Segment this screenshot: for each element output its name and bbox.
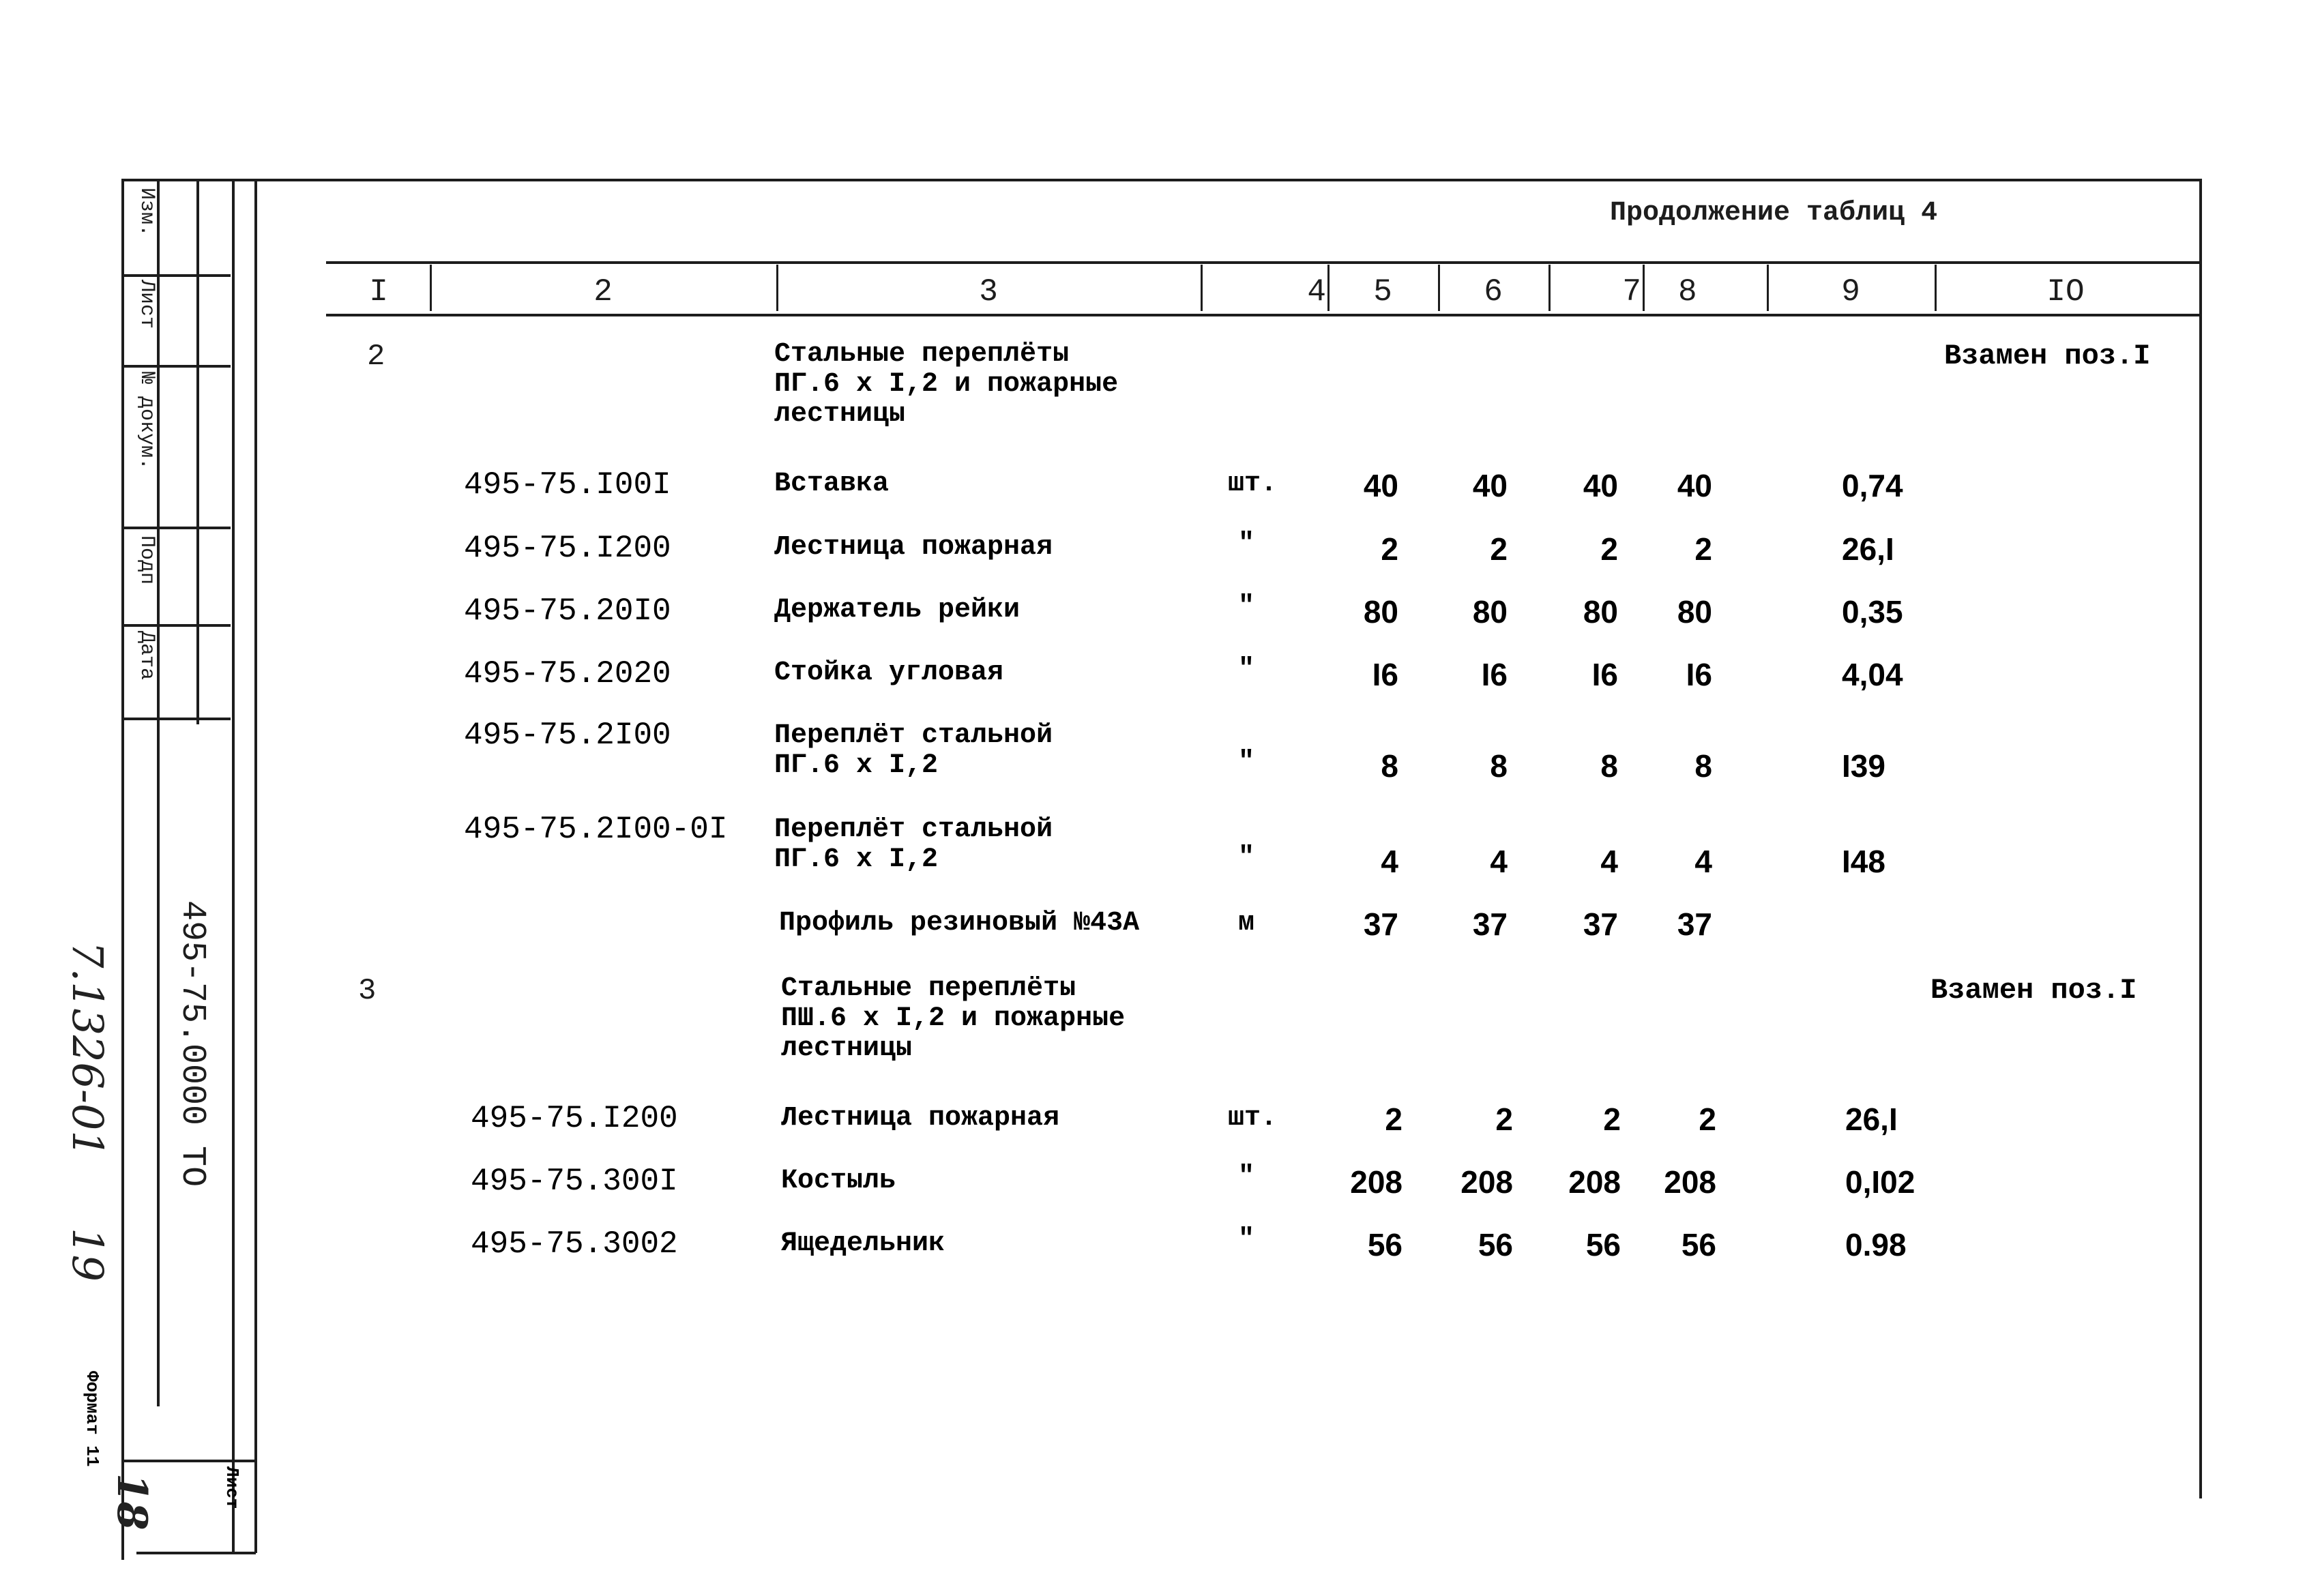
- section-note: Взамен поз.I: [1944, 340, 2151, 372]
- stamp-divider-4: [121, 624, 231, 627]
- table-row-col9: 4,04: [1842, 657, 1903, 692]
- table-row-unit: ": [1238, 1162, 1255, 1192]
- table-row-code: 495-75.2I00-0I: [464, 812, 728, 847]
- table-row-col9: 0,74: [1842, 468, 1903, 503]
- table-row-name: Вставка: [774, 469, 890, 499]
- table-row-name: Лестница пожарная: [774, 532, 1053, 563]
- table-row-col8: 37: [1677, 906, 1712, 942]
- section-note: Взамен поз.I: [1930, 974, 2137, 1007]
- table-row-col5: 208: [1350, 1164, 1403, 1200]
- table-row-col6: 4: [1490, 844, 1508, 879]
- table-row-name: Держатель рейки: [774, 595, 1020, 625]
- column-header-6: 6: [1484, 274, 1503, 310]
- stamp-border-right: [254, 179, 257, 1553]
- table-row-col8: 208: [1664, 1164, 1716, 1200]
- stamp-divider-6: [121, 1460, 254, 1462]
- stamp-label-data: Дата: [135, 631, 158, 681]
- table-row-col7: 80: [1583, 594, 1618, 630]
- handwritten-reference: 7.1326-01: [63, 941, 113, 1157]
- table-row-code: 495-75.I200: [464, 531, 671, 566]
- sheet-label: Лист: [222, 1466, 242, 1509]
- table-row-col7: 4: [1600, 844, 1618, 879]
- table-row-col7: I6: [1591, 657, 1618, 692]
- table-row-name: Лестница пожарная: [781, 1103, 1060, 1134]
- table-row-code: 495-75.I200: [471, 1101, 678, 1136]
- table-row-col7: 37: [1583, 906, 1618, 942]
- table-row-col7: 56: [1585, 1227, 1621, 1262]
- table-row-unit: ": [1238, 842, 1255, 873]
- table-row-name: Стойка угловая: [774, 657, 1004, 688]
- stamp-label-izm: Изм.: [135, 188, 158, 237]
- table-row-col7: 2: [1603, 1102, 1621, 1137]
- stamp-label-podp: Подп: [135, 535, 158, 585]
- table-row-name: Профиль резиновый №43А: [779, 908, 1140, 939]
- table-row-col6: 56: [1478, 1227, 1513, 1262]
- table-row-code: 495-75.2I00: [464, 718, 671, 753]
- table-row-col6: 37: [1472, 906, 1508, 942]
- table-row-code: 495-75.20I0: [464, 593, 671, 629]
- section-position: 2: [367, 340, 385, 374]
- table-row-col9: 26,I: [1845, 1102, 1898, 1137]
- table-row-col9: 0,I02: [1845, 1164, 1915, 1200]
- table-row-col8: 2: [1694, 531, 1712, 567]
- table-row-code: 495-75.2020: [464, 656, 671, 692]
- table-row-unit: шт.: [1228, 469, 1278, 499]
- table-row-col5: 4: [1381, 844, 1398, 879]
- document-number: 495-75.0000 ТО: [173, 900, 211, 1187]
- stamp-label-dokum: № докум.: [135, 372, 158, 471]
- table-row-col5: 80: [1363, 594, 1398, 630]
- column-header-2: 2: [593, 274, 613, 310]
- table-row-col8: 56: [1681, 1227, 1716, 1262]
- table-row-col8: 2: [1699, 1102, 1716, 1137]
- column-header-4: 4: [1307, 274, 1326, 310]
- table-row-col7: 208: [1568, 1164, 1621, 1200]
- table-row-name: Костыль: [781, 1166, 896, 1196]
- table-caption: Продолжение таблиц 4: [1610, 198, 1938, 228]
- column-header-10: IO: [2046, 274, 2085, 310]
- section-position: 3: [358, 974, 377, 1008]
- stamp-divider-1: [121, 274, 231, 277]
- table-header-bottom-line: [326, 314, 2201, 316]
- table-row-col6: 8: [1490, 748, 1508, 784]
- table-row-col5: 56: [1367, 1227, 1403, 1262]
- column-header-3: 3: [979, 274, 998, 310]
- table-row-name: Переплёт стальной ПГ.6 x I,2: [774, 720, 1053, 781]
- table-row-col6: 2: [1490, 531, 1508, 567]
- stamp-bottom-line: [136, 1552, 256, 1554]
- table-row-col6: 40: [1472, 468, 1508, 503]
- table-row-col8: 40: [1677, 468, 1712, 503]
- table-row-code: 495-75.3002: [471, 1226, 678, 1262]
- table-row-col8: I6: [1686, 657, 1712, 692]
- section-title: Стальные переплёты ПГ.6 x I,2 и пожарные лестницы: [774, 339, 1119, 430]
- table-row-unit: ": [1238, 591, 1255, 622]
- column-header-5: 5: [1373, 274, 1392, 310]
- column-header-1: I: [369, 274, 388, 310]
- table-row-col5: 40: [1363, 468, 1398, 503]
- table-row-col8: 4: [1694, 844, 1712, 879]
- column-header-7: 7: [1622, 274, 1641, 310]
- column-header-8: 8: [1678, 274, 1697, 310]
- format-label: Формат 11: [82, 1371, 102, 1467]
- table-row-name: Ящедельник: [781, 1228, 945, 1259]
- table-row-unit: шт.: [1228, 1103, 1278, 1134]
- table-row-col6: 80: [1472, 594, 1508, 630]
- table-row-code: 495-75.300I: [471, 1164, 678, 1199]
- page-number: 18: [108, 1473, 156, 1531]
- table-row-col6: 2: [1495, 1102, 1513, 1137]
- table-row-code: 495-75.I00I: [464, 467, 671, 503]
- table-row-name: Переплёт стальной ПГ.6 x I,2: [774, 814, 1053, 875]
- table-row-col9: I48: [1842, 844, 1885, 879]
- table-row-col5: 37: [1363, 906, 1398, 942]
- table-row-unit: ": [1238, 654, 1255, 685]
- handwritten-number: 19: [63, 1228, 113, 1282]
- table-row-col7: 40: [1583, 468, 1618, 503]
- frame-right-line: [2199, 179, 2202, 1498]
- table-row-unit: ": [1238, 529, 1255, 559]
- table-row-unit: ": [1238, 747, 1255, 778]
- stamp-border-left: [121, 179, 124, 1560]
- table-row-col9: I39: [1842, 748, 1885, 784]
- table-row-col6: I6: [1481, 657, 1508, 692]
- table-row-col8: 8: [1694, 748, 1712, 784]
- table-row-unit: ": [1238, 1224, 1255, 1255]
- table-row-col6: 208: [1460, 1164, 1513, 1200]
- table-row-col7: 2: [1600, 531, 1618, 567]
- table-row-col5: I6: [1372, 657, 1398, 692]
- stamp-top-line: [121, 179, 2202, 181]
- stamp-border-inner-2: [196, 179, 199, 724]
- table-row-col5: 2: [1385, 1102, 1403, 1137]
- column-header-9: 9: [1841, 274, 1860, 310]
- stamp-divider-5: [121, 718, 231, 720]
- table-row-col8: 80: [1677, 594, 1712, 630]
- stamp-border-inner-3: [232, 179, 235, 1553]
- stamp-label-list: Лист: [135, 280, 158, 329]
- table-row-col5: 8: [1381, 748, 1398, 784]
- table-row-col9: 0.98: [1845, 1227, 1907, 1262]
- stamp-divider-2: [121, 365, 231, 368]
- stamp-divider-3: [121, 527, 231, 529]
- table-row-col7: 8: [1600, 748, 1618, 784]
- table-row-col9: 0,35: [1842, 594, 1903, 630]
- table-row-unit: м: [1238, 908, 1255, 939]
- table-row-col9: 26,I: [1842, 531, 1894, 567]
- table-header-top-line: [326, 261, 2201, 264]
- stamp-border-inner-1: [157, 179, 160, 1406]
- table-row-col5: 2: [1381, 531, 1398, 567]
- section-title: Стальные переплёты ПШ.6 x I,2 и пожарные лестницы: [781, 973, 1126, 1064]
